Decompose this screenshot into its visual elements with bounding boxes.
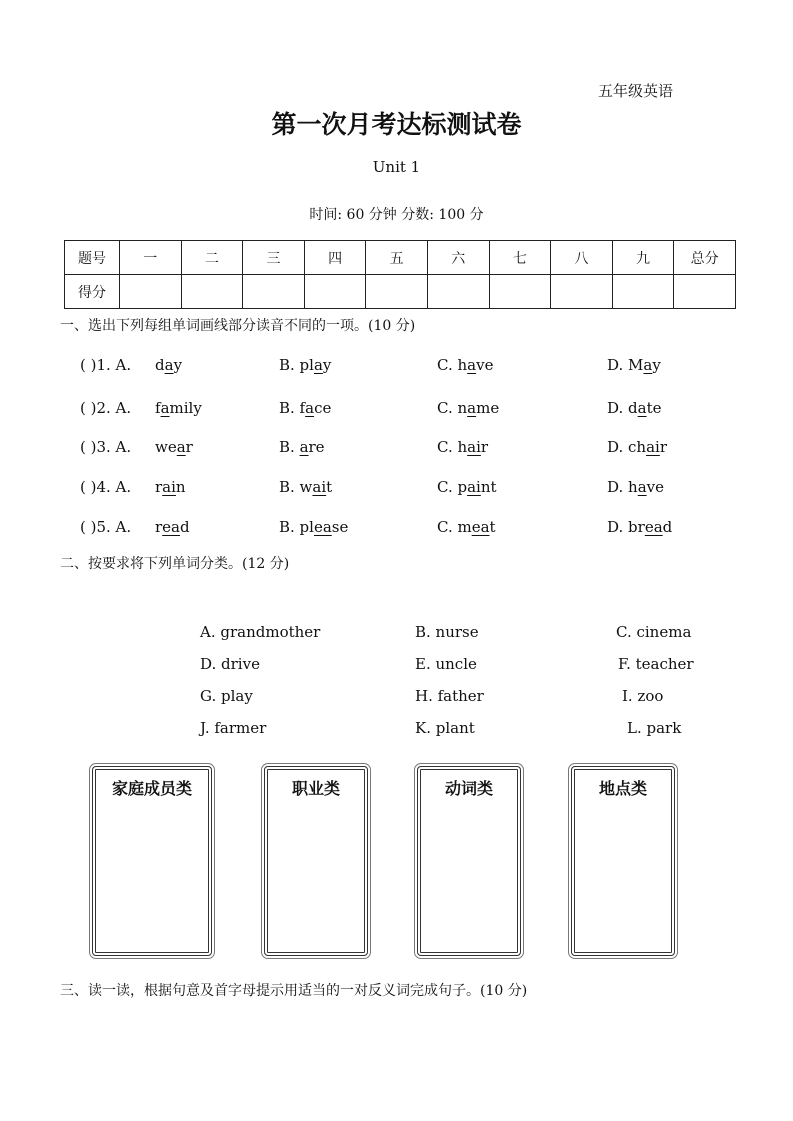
underlined-part: a: [637, 399, 647, 417]
table-cell: 二: [181, 241, 243, 275]
box-label: 地点类: [598, 779, 647, 798]
word-item: L. park: [627, 719, 682, 737]
option-a: [155, 518, 190, 536]
time-score-info: 时间: 60 分钟 分数: 100 分: [309, 207, 484, 223]
option-d: [607, 399, 662, 417]
word-part: ce: [314, 399, 332, 417]
word-part: nt: [480, 478, 497, 496]
word-item: B. nurse: [415, 623, 479, 641]
word-part: n: [175, 478, 186, 496]
underlined-part: ai: [467, 438, 481, 456]
option-b: [279, 399, 331, 417]
table-cell: 五: [366, 241, 428, 275]
question-number: ( )2. A.: [80, 399, 132, 417]
score-cell[interactable]: [304, 275, 366, 309]
places-box[interactable]: [571, 766, 675, 956]
option-c: [437, 518, 496, 536]
table-cell: 六: [427, 241, 489, 275]
underlined-part: ea: [162, 518, 180, 536]
box-label: 动词类: [444, 779, 493, 798]
option-d: [607, 478, 664, 496]
word-part: C. h: [437, 438, 468, 456]
option-a: [155, 478, 186, 496]
box-label: 家庭成员类: [111, 779, 192, 798]
word-part: y: [322, 356, 332, 374]
word-part: B. pl: [279, 356, 314, 374]
section1-title: 一、选出下列每组单词画线部分读音不同的一项。(10 分): [60, 318, 416, 334]
option-c: [437, 399, 499, 417]
question-number: ( )3. A.: [80, 438, 132, 456]
underlined-part: ai: [162, 478, 176, 496]
table-cell: 九: [612, 241, 674, 275]
word-part: mily: [169, 399, 202, 417]
word-part: ve: [646, 478, 665, 496]
word-part: B. w: [279, 478, 313, 496]
word-part: r: [185, 438, 193, 456]
word-item: I. zoo: [622, 687, 664, 705]
word-item: K. plant: [415, 719, 475, 737]
option-a: [155, 399, 202, 417]
underlined-part: a: [176, 438, 186, 456]
table-cell: 题号: [65, 241, 120, 275]
underlined-part: a: [643, 356, 653, 374]
underlined-part: a: [467, 356, 477, 374]
option-a: [155, 438, 193, 456]
underlined-part: a: [305, 399, 315, 417]
word-part: r: [155, 518, 163, 536]
option-b: [279, 478, 332, 496]
option-c: [437, 478, 497, 496]
section3-title: 三、读一读，根据句意及首字母提示用适当的一对反义词完成句子。(10 分): [60, 983, 528, 999]
underlined-part: a: [299, 438, 309, 456]
word-part: C. m: [437, 518, 472, 536]
question-number: ( )4. A.: [80, 478, 132, 496]
word-part: B. pl: [279, 518, 314, 536]
word-part: we: [155, 438, 177, 456]
box-label: 职业类: [291, 779, 340, 798]
score-table-header-row: [65, 241, 736, 275]
page-title: 第一次月考达标测试卷: [271, 110, 522, 139]
underlined-part: a: [637, 478, 647, 496]
word-part: re: [308, 438, 325, 456]
option-d: [607, 356, 661, 374]
word-part: t: [489, 518, 496, 536]
table-cell: 七: [489, 241, 551, 275]
score-cell[interactable]: [674, 275, 736, 309]
word-part: r: [480, 438, 489, 456]
grade-label: 五年级英语: [598, 82, 674, 100]
underlined-part: a: [164, 356, 174, 374]
word-part: D. M: [607, 356, 644, 374]
underlined-part: ai: [646, 438, 660, 456]
score-cell[interactable]: [181, 275, 243, 309]
underlined-part: ea: [644, 518, 663, 536]
underlined-part: a: [467, 399, 477, 417]
table-cell: 四: [304, 241, 366, 275]
underlined-part: ai: [467, 478, 481, 496]
word-part: y: [652, 356, 661, 374]
score-cell[interactable]: [551, 275, 613, 309]
word-part: d: [662, 518, 673, 536]
word-item: D. drive: [200, 655, 260, 673]
word-part: D. h: [607, 478, 638, 496]
score-cell[interactable]: [243, 275, 305, 309]
word-part: f: [155, 399, 161, 417]
underlined-part: a: [313, 356, 323, 374]
word-part: D. d: [607, 399, 638, 417]
score-cell[interactable]: [612, 275, 674, 309]
word-part: D. br: [607, 518, 645, 536]
word-part: C. n: [437, 399, 468, 417]
option-b: [279, 356, 331, 374]
option-a: [155, 356, 182, 374]
word-part: d: [180, 518, 190, 536]
word-part: t: [326, 478, 333, 496]
underlined-part: ai: [312, 478, 327, 496]
word-part: C. p: [437, 478, 468, 496]
word-part: D. ch: [607, 438, 647, 456]
word-part: B.: [279, 438, 300, 456]
option-c: [437, 438, 488, 456]
word-item: E. uncle: [415, 655, 477, 673]
word-part: se: [331, 518, 349, 536]
table-cell: 得分: [65, 275, 120, 309]
word-part: ve: [476, 356, 494, 374]
table-cell: 总分: [674, 241, 736, 275]
underlined-part: ea: [471, 518, 490, 536]
verbs-box[interactable]: [417, 766, 521, 956]
word-part: C. h: [437, 356, 468, 374]
word-item: G. play: [200, 687, 253, 705]
question-number: ( )5. A.: [80, 518, 132, 536]
table-cell: 八: [551, 241, 613, 275]
score-cell[interactable]: [120, 275, 182, 309]
word-part: B. f: [279, 399, 306, 417]
score-cell[interactable]: [489, 275, 551, 309]
word-item: A. grandmother: [200, 623, 321, 641]
option-b: [279, 518, 348, 536]
score-table-score-row: [65, 275, 736, 309]
word-part: me: [476, 399, 500, 417]
option-b: [279, 438, 325, 456]
word-item: J. farmer: [200, 719, 267, 737]
word-part: r: [155, 478, 163, 496]
score-table: [64, 240, 736, 309]
option-d: [607, 518, 672, 536]
word-item: F. teacher: [618, 655, 694, 673]
word-part: r: [659, 438, 668, 456]
question-number: ( )1. A.: [80, 356, 132, 374]
unit-label: Unit 1: [372, 158, 421, 176]
option-c: [437, 356, 493, 374]
word-part: te: [646, 399, 662, 417]
underlined-part: ea: [313, 518, 332, 536]
score-cell[interactable]: [427, 275, 489, 309]
table-cell: 三: [243, 241, 305, 275]
word-item: H. father: [415, 687, 484, 705]
underlined-part: a: [160, 399, 170, 417]
family-members-box[interactable]: [92, 766, 212, 956]
section2-title: 二、按要求将下列单词分类。(12 分): [60, 556, 290, 572]
score-cell[interactable]: [366, 275, 428, 309]
word-part: d: [155, 356, 165, 374]
word-part: y: [173, 356, 183, 374]
option-d: [607, 438, 667, 456]
word-item: C. cinema: [616, 623, 692, 641]
table-cell: 一: [120, 241, 182, 275]
occupations-box[interactable]: [264, 766, 368, 956]
